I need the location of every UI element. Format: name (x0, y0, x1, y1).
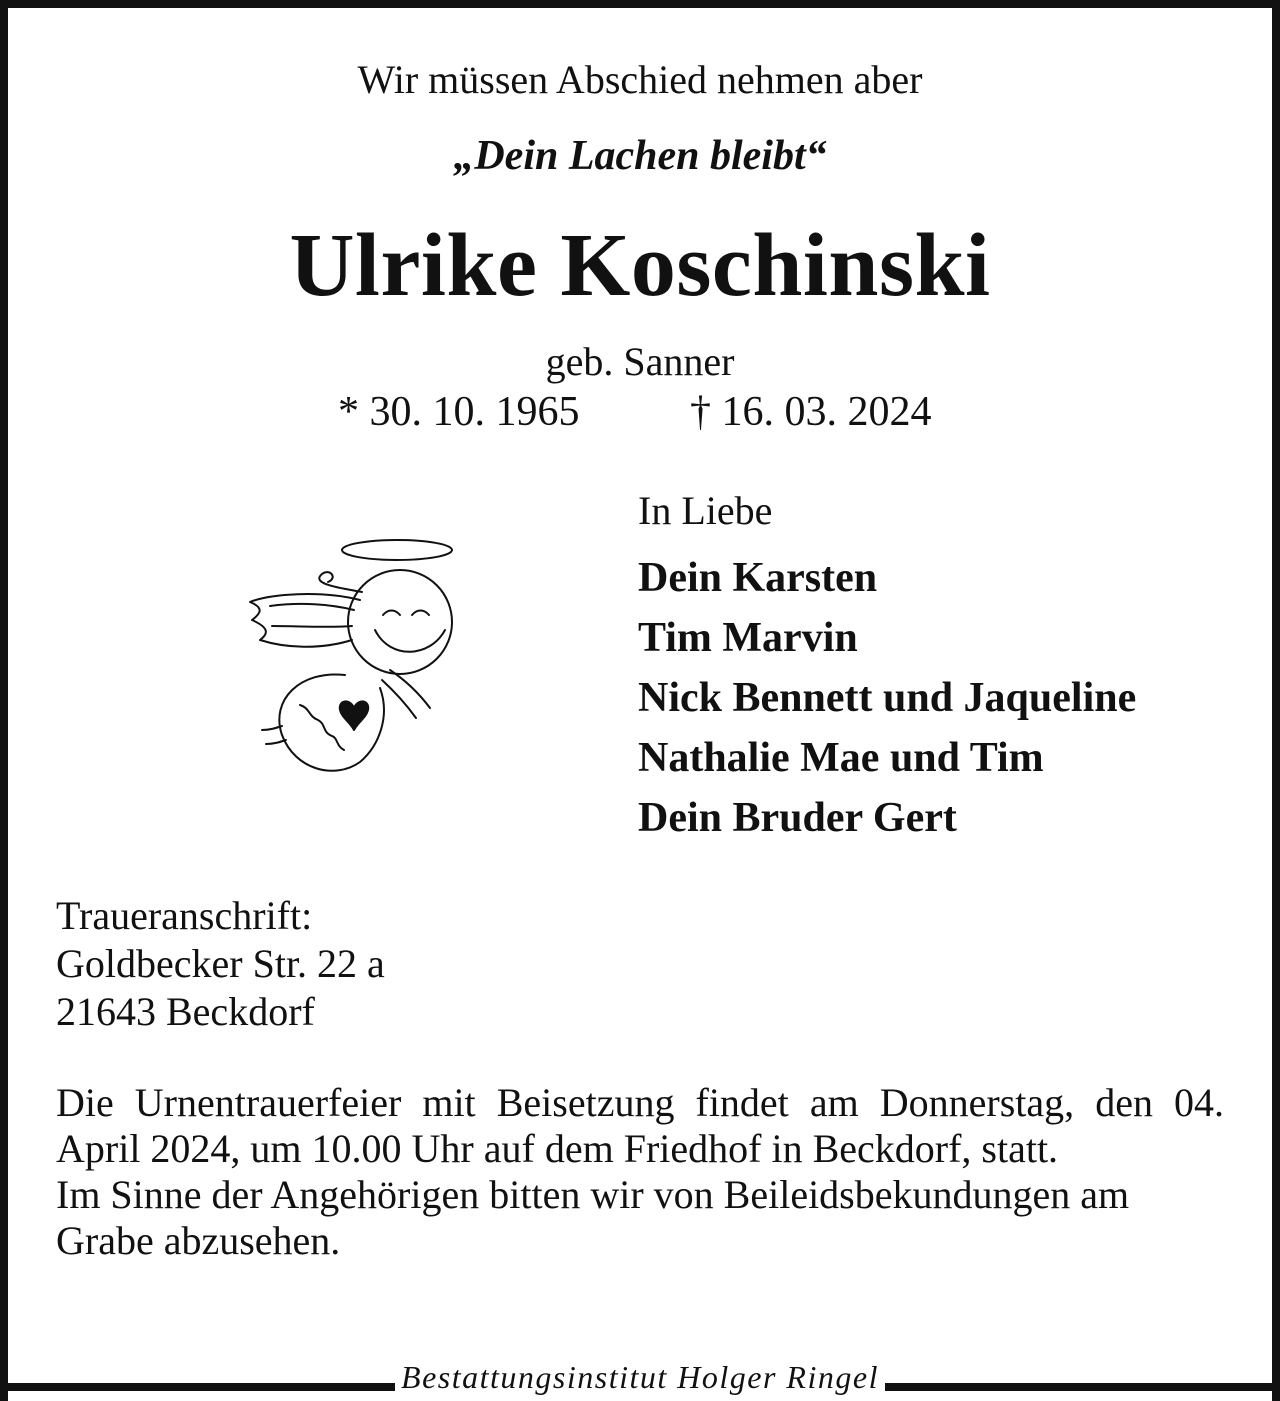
footer (0, 1357, 1280, 1397)
mourner-name: Tim Marvin (638, 615, 858, 661)
service-info (56, 1080, 1224, 1264)
service-paragraph: Die Urnentrauerfeier mit Beisetzung findet am Donnerstag, den 04. April 2024, um 10.00 Uhr auf dem Friedhof in Beckdorf, statt. (56, 1080, 1224, 1171)
deceased-name: Ulrike Koschinski (289, 216, 991, 315)
address-label: Traueranschrift: (56, 893, 313, 938)
address-street: Goldbecker Str. 22 a (56, 941, 385, 986)
quote-line: „Dein Lachen bleibt“ (453, 133, 827, 179)
mourner-name: Dein Bruder Gert (638, 795, 957, 841)
mourners-block (638, 488, 1136, 848)
maiden-name: geb. Sanner (545, 339, 735, 384)
address-city: 21643 Beckdorf (56, 989, 315, 1034)
mourners-heading: In Liebe (638, 488, 773, 533)
intro-line: Wir müssen Abschied nehmen aber (357, 57, 923, 102)
angel-icon (240, 530, 480, 790)
undertaker-name: Bestattungsinstitut Holger Ringel (395, 1357, 885, 1397)
birth-date: * 30. 10. 1965 (338, 389, 580, 435)
mourner-name: Nick Bennett und Jaqueline (638, 675, 1137, 721)
death-date: † 16. 03. 2024 (690, 389, 932, 435)
condolence-note: Im Sinne der Angehörigen bitten wir von Beileidsbekundungen am Grabe abzusehen. (56, 1172, 1130, 1263)
mourner-name: Dein Karsten (638, 555, 878, 601)
mourning-address (56, 892, 385, 1036)
mourner-name: Nathalie Mae und Tim (638, 735, 1044, 781)
